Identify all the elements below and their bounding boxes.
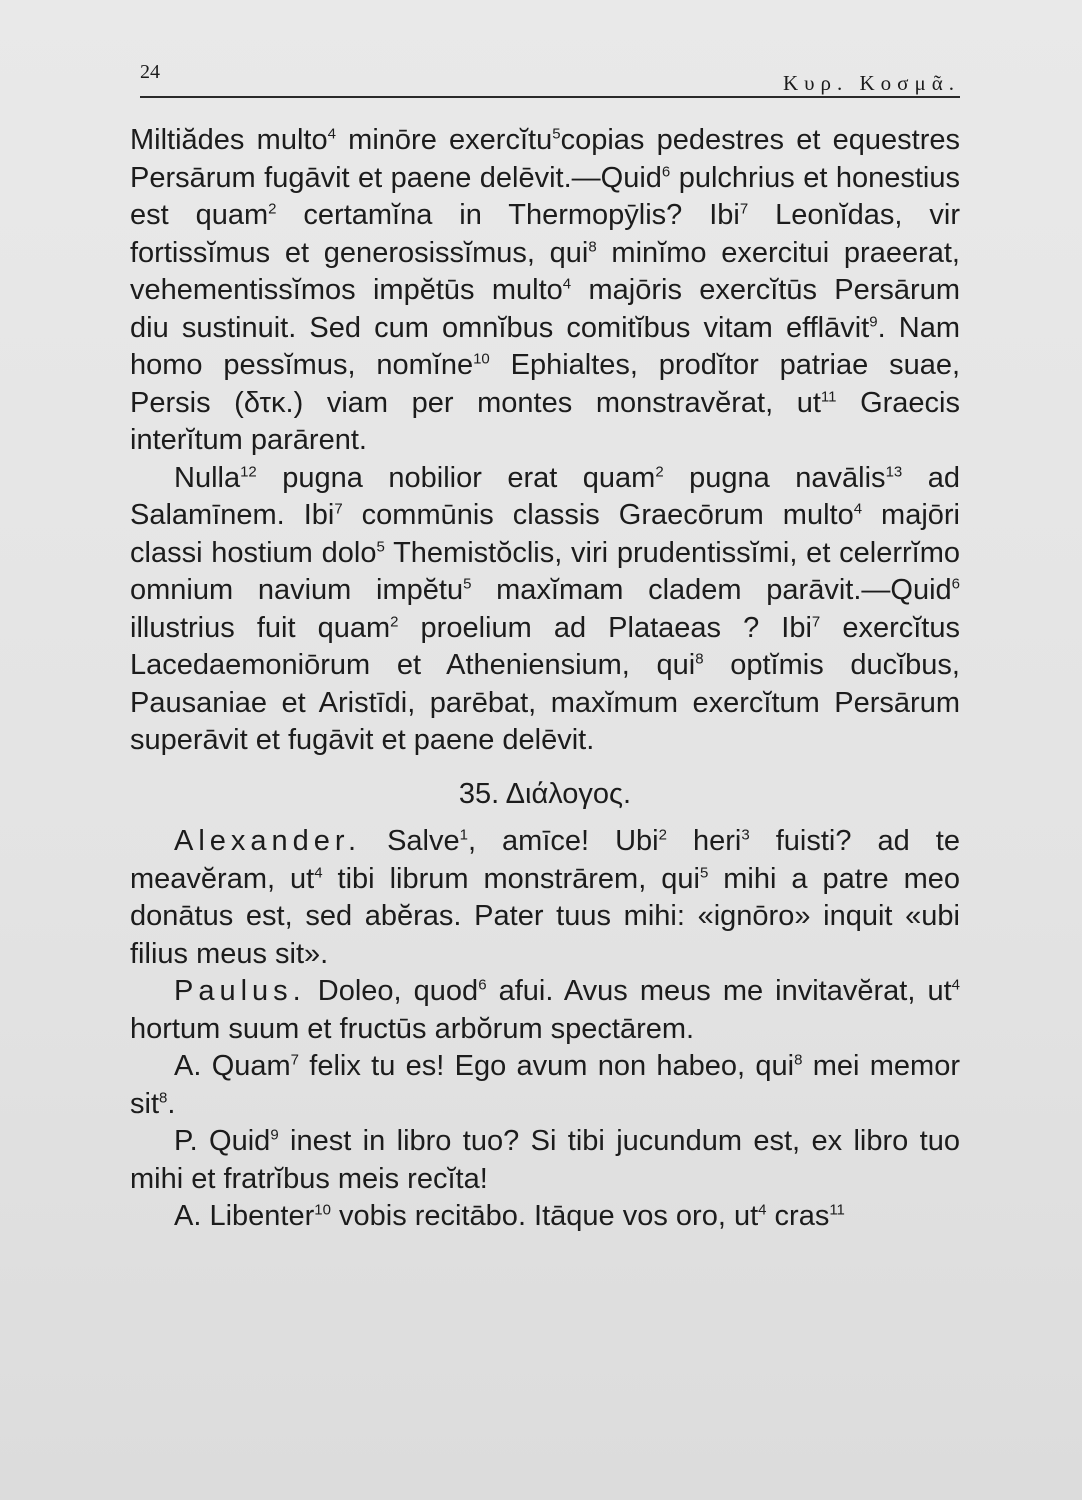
header-rule <box>140 96 960 98</box>
paragraph-miltiades: Miltiădes multo$^4$ minōre exercĭtu$^5$copias pedestres et equestres Persārum fugāvit et paene delēvit.—Quid$^6$ pulchrius et honestius est quam$^2$ certamĭna in Thermopȳlis? Ibi$^7$ Leonĭdas, vir fortissĭmus et generosissĭmus, qui$^8$ minĭmo exercitui praeerat, vehementissĭmos impĕtūs multo$^4$ majōris exercĭtūs Persārum diu sustinuit. Sed cum omnĭbus comitĭbus vitam efflāvit$^9$. Nam homo pessĭmus, nomĭne$^{10}$ Ephialtes, prodĭtor patriae suae, Persis (δτκ.) viam per montes monstravĕrat, $ut^{11}$ Graecis interĭtum parārent. <box>130 124 961 456</box>
speaker-name: A. <box>174 1200 202 1232</box>
section-heading: 35. Διάλογος. <box>458 777 632 810</box>
dialogue-line: P. Quid$^9$ inest in libro tuo? Si tibi jucundum est, ex libro tuo mihi et fratrĭbus meis recĭta! <box>130 1125 960 1195</box>
page-number: 24 <box>140 61 160 83</box>
body-text <box>130 122 960 1236</box>
dialogue-line: A. Quam$^7$ felix tu es! Ego avum non habeo, qui$^8$ mei memor sit$^8$. <box>130 1050 960 1120</box>
speaker-name: P. <box>174 1125 198 1157</box>
dialogue-line: Alexander. Salve$^1$, amīce! Ubi$^2$ heri$^3$ fuisti? ad te meavĕram, $ut^4$ tibi librum monstrārem, qui$^5$ mihi a patre meo donātus est, sed abĕras. Pater tuus mihi: «ignōro» inquit «ubi filius meus sit». <box>130 825 960 970</box>
paragraph-salamis: Nulla$^{12}$ pugna nobilior erat quam$^2$ pugna navālis$^{13}$ ad Salamīnem. Ibi$^7$ commūnis classis Graecōrum multo$^4$ majōri classi hostium dolo$^5$ Themistŏclis, viri prudentissĭmi, et celerrĭmo omnium navium impĕtu$^5$ maxĭmam cladem parāvit.—Quid$^6$ illustrius fuit quam$^2$ proelium ad Plataeas ? Ibi$^7$ exercĭtus Lacedaemoniōrum et Atheniensium, qui$^8$ optĭmis ducĭbus, Pausaniae et Aristīdi, parēbat, maxĭmum exercĭtum Persārum superāvit et fugāvit et paene delēvit. <box>130 461 961 756</box>
page-header <box>140 55 960 100</box>
speaker-name: A. <box>174 1050 202 1082</box>
speaker-name: Paulus. <box>174 975 306 1007</box>
running-title: Κυρ. Κοσμᾶ. <box>782 71 960 95</box>
speaker-name: Alexander. <box>174 825 362 857</box>
dialogue-line: Paulus. Doleo, quod$^6$ afui. Avus meus me invitavĕrat, $ut^4$ hortum suum et fructūs arbŏrum spectārem. <box>130 975 960 1045</box>
dialogue-line: A. Libenter$^{10}$ vobis recitābo. Itāque vos oro, $ut^4$ cras$^{11}$ <box>174 1200 845 1232</box>
